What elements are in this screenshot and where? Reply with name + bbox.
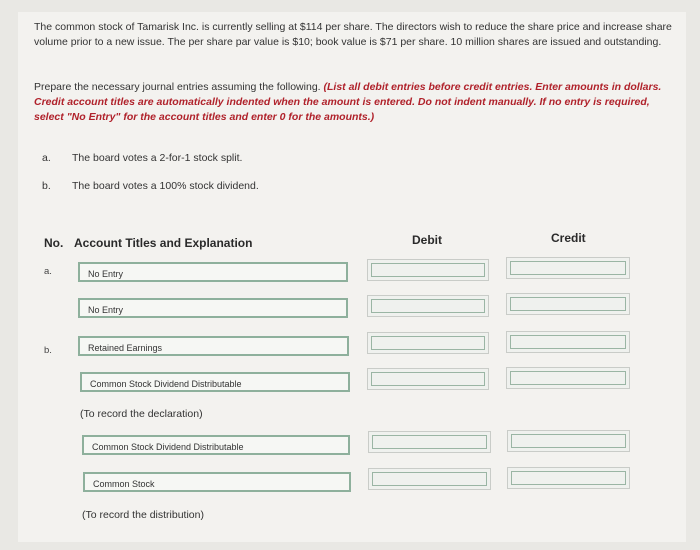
credit-amount-input[interactable] <box>507 430 630 452</box>
problem-text: The common stock of Tamarisk Inc. is currently selling at $114 per share. The directors wish to reduce the share price and increase share volume prior to a new issue. The per share par value is $10; book value is $71 per share. 10 million shares are issued and outstanding. <box>34 21 672 48</box>
part-letter: a. <box>42 152 51 164</box>
part-description: The board votes a 100% stock dividend. <box>72 180 259 192</box>
credit-amount-input[interactable] <box>507 467 630 489</box>
part-letter: b. <box>42 180 51 192</box>
account-title-field[interactable]: Common Stock <box>83 472 351 492</box>
part-description: The board votes a 2-for-1 stock split. <box>72 152 243 164</box>
header-account-titles: Account Titles and Explanation <box>74 236 253 250</box>
credit-amount-input[interactable] <box>506 331 630 353</box>
debit-amount-input[interactable] <box>367 259 489 281</box>
account-title-field[interactable]: Retained Earnings <box>78 336 349 356</box>
entry-label-b: b. <box>44 345 52 356</box>
debit-amount-input[interactable] <box>367 332 489 354</box>
account-title-field[interactable]: No Entry <box>78 262 348 282</box>
instructions-note: (List all debit entries before credit entries. Enter amounts in dollars. Credit account titles are automatically indented when the amount is entered. Do not indent manually. If no entry is required, select "No Entry" for the account titles and enter 0 for the amounts.) <box>34 81 662 123</box>
credit-amount-input[interactable] <box>506 257 630 279</box>
header-debit: Debit <box>412 233 442 247</box>
credit-amount-input[interactable] <box>506 293 630 315</box>
account-title-field[interactable]: No Entry <box>78 298 348 318</box>
instructions <box>34 80 674 125</box>
memo-declaration: (To record the declaration) <box>80 408 203 420</box>
header-no: No. <box>44 236 64 250</box>
debit-amount-input[interactable] <box>367 368 489 390</box>
header-credit: Credit <box>551 231 586 245</box>
memo-distribution: (To record the distribution) <box>82 509 204 521</box>
debit-amount-input[interactable] <box>368 468 491 490</box>
account-title-field[interactable]: Common Stock Dividend Distributable <box>82 435 350 455</box>
credit-amount-input[interactable] <box>506 367 630 389</box>
instructions-lead: Prepare the necessary journal entries assuming the following. <box>34 81 321 93</box>
debit-amount-input[interactable] <box>367 295 489 317</box>
debit-amount-input[interactable] <box>368 431 491 453</box>
entry-label-a: a. <box>44 266 52 277</box>
account-title-field[interactable]: Common Stock Dividend Distributable <box>80 372 350 392</box>
